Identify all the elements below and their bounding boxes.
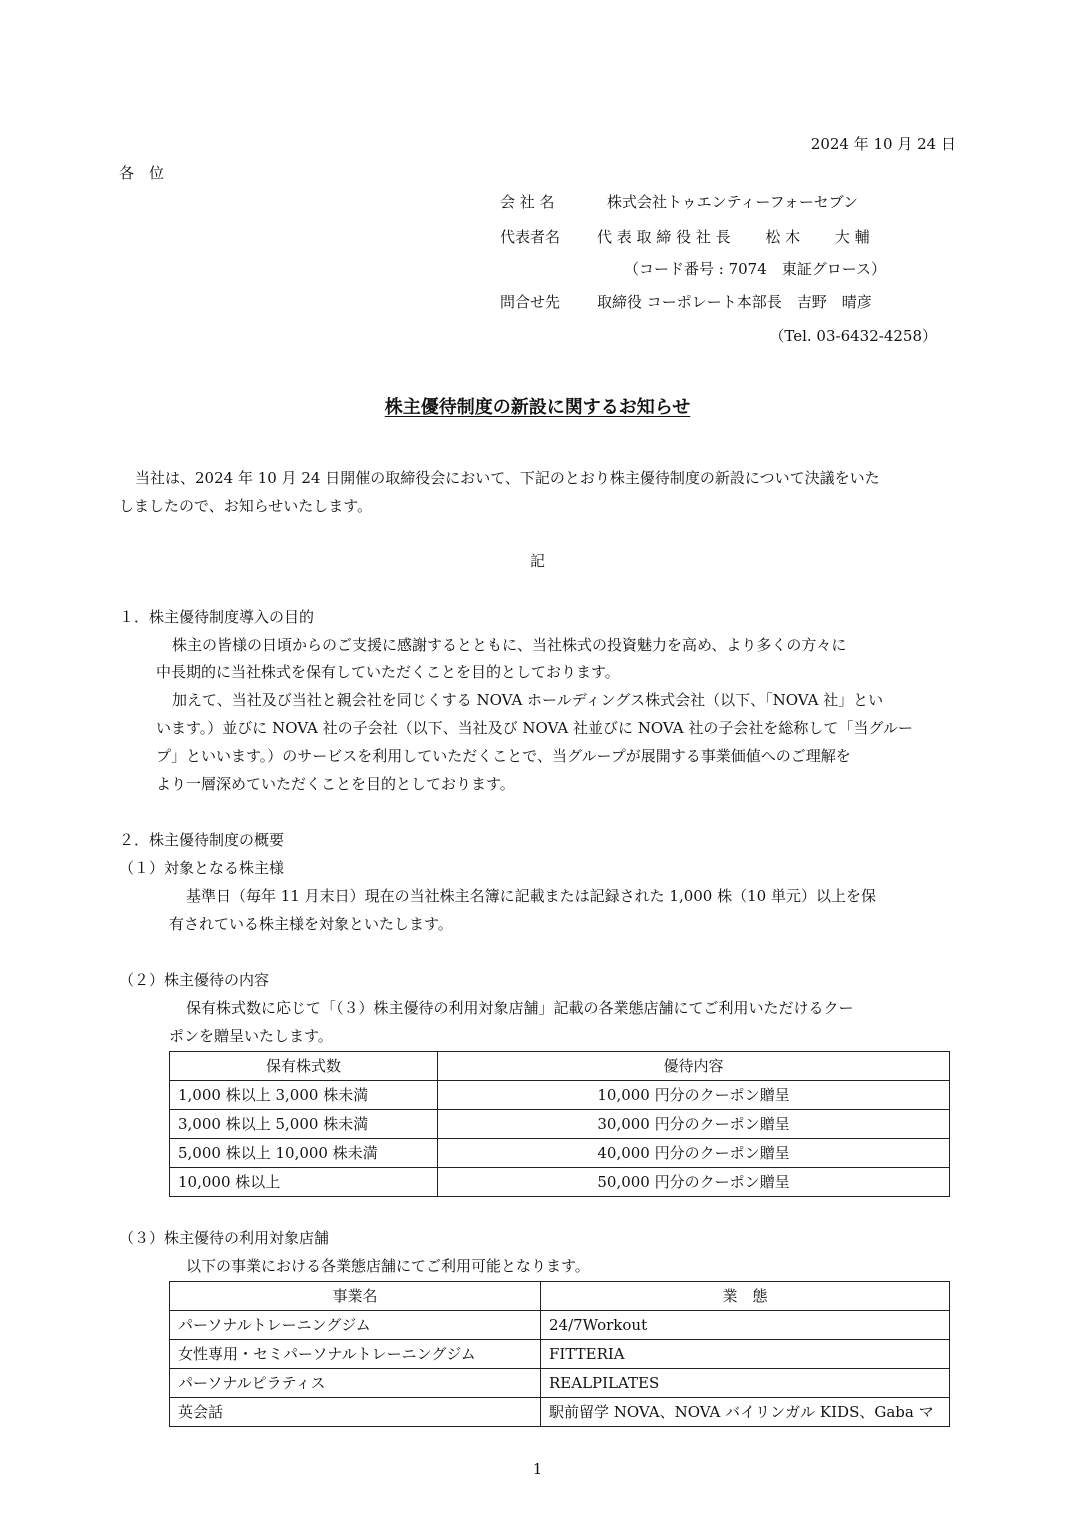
section-1-p2-line-4: より一層深めていただくことを目的としております。: [156, 775, 515, 793]
page-title: 株主優待制度の新設に関するお知らせ: [384, 397, 691, 418]
subsection-2-line-2: ポンを贈呈いたします。: [169, 1027, 333, 1045]
contact-row: [500, 293, 872, 311]
subsection-3-heading: （３）株主優待の利用対象店舗: [119, 1229, 330, 1247]
table-cell: 5,000 株以上 10,000 株未満: [170, 1139, 438, 1168]
table-cell: 50,000 円分のクーポン贈呈: [438, 1168, 950, 1197]
section-2-heading: ２．株主優待制度の概要: [119, 831, 285, 849]
section-1-p2-line-1: 加えて、当社及び当社と親会社を同じくする NOVA ホールディングス株式会社（以下、「NOVA 社」とい: [172, 691, 884, 709]
page-number: 1: [532, 1460, 543, 1478]
table-header-cell: 事業名: [170, 1282, 541, 1311]
table-cell: 駅前留学 NOVA、NOVA バイリンガル KIDS、Gaba マ: [541, 1398, 950, 1427]
table-cell: 10,000 株以上: [170, 1168, 438, 1197]
contact-value: 取締役 コーポレート本部長 吉野 晴彦: [597, 293, 872, 311]
table-cell: 24/7Workout: [541, 1311, 950, 1340]
subsection-2-heading: （２）株主優待の内容: [119, 971, 270, 989]
table-row: [170, 1168, 950, 1197]
company-name-value: 株式会社トゥエンティーフォーセブン: [607, 193, 859, 211]
document-date: 2024 年 10 月 24 日: [810, 135, 956, 153]
subsection-1-line-1: 基準日（毎年 11 月末日）現在の当社株主名簿に記載または記録された 1,000 株（10 単元）以上を保: [186, 887, 876, 905]
table-row: [170, 1081, 950, 1110]
addressee: 各 位: [119, 164, 165, 182]
subsection-1-heading: （１）対象となる株主様: [119, 859, 285, 877]
company-name-label: 会 社 名: [500, 193, 555, 211]
table-cell: パーソナルトレーニングジム: [170, 1311, 541, 1340]
table-cell: 40,000 円分のクーポン贈呈: [438, 1139, 950, 1168]
table-header-row: [170, 1052, 950, 1081]
table-header-cell: 業 態: [541, 1282, 950, 1311]
subsection-2-line-1: 保有株式数に応じて「（３）株主優待の利用対象店舗」記載の各業態店舗にてご利用いただけるクー: [186, 999, 854, 1017]
table-row: [170, 1139, 950, 1168]
section-1-p1-line-2: 中長期的に当社株式を保有していただくことを目的としております。: [156, 663, 620, 681]
table-cell: 10,000 円分のクーポン贈呈: [438, 1081, 950, 1110]
table-cell: 3,000 株以上 5,000 株未満: [170, 1110, 438, 1139]
telephone: （Tel. 03-6432-4258）: [769, 327, 937, 345]
section-1-heading: １．株主優待制度導入の目的: [119, 608, 315, 626]
company-name-row: [500, 193, 858, 211]
table-row: [170, 1340, 950, 1369]
benefit-table: [169, 1051, 950, 1197]
section-1-p2-line-3: プ」といいます。）のサービスを利用していただくことで、当グループが展開する事業価値へのご理解を: [156, 747, 851, 765]
table-header-cell: 保有株式数: [170, 1052, 438, 1081]
section-1-p2-line-2: います。）並びに NOVA 社の子会社（以下、当社及び NOVA 社並びに NOVA 社の子会社を総称して「当グルー: [156, 719, 913, 737]
table-row: [170, 1369, 950, 1398]
table-cell: REALPILATES: [541, 1369, 950, 1398]
representative-label: 代表者名: [500, 228, 561, 246]
section-1-p1-line-1: 株主の皆様の日頃からのご支援に感謝するとともに、当社株式の投資魅力を高め、より多くの方々に: [172, 636, 847, 654]
subsection-3-line: 以下の事業における各業態店舗にてご利用可能となります。: [186, 1257, 590, 1275]
table-header-cell: 優待内容: [438, 1052, 950, 1081]
table-cell: 1,000 株以上 3,000 株未満: [170, 1081, 438, 1110]
table-row: [170, 1110, 950, 1139]
representative-value: 代 表 取 締 役 社 長 松 木 大 輔: [597, 228, 870, 246]
ki-heading: 記: [529, 552, 545, 570]
subsection-1-line-2: 有されている株主様を対象といたします。: [169, 915, 453, 933]
intro-line-2: しましたので、お知らせいたします。: [119, 497, 373, 515]
table-row: [170, 1398, 950, 1427]
table-cell: 30,000 円分のクーポン贈呈: [438, 1110, 950, 1139]
table-row: [170, 1311, 950, 1340]
stores-table: [169, 1281, 950, 1427]
table-cell: 英会話: [170, 1398, 541, 1427]
stock-code: （コード番号 : 7074 東証グロース）: [624, 260, 887, 278]
intro-line-1: 当社は、2024 年 10 月 24 日開催の取締役会において、下記のとおり株主優待制度の新設について決議をいた: [135, 469, 880, 487]
table-cell: パーソナルピラティス: [170, 1369, 541, 1398]
table-header-row: [170, 1282, 950, 1311]
table-cell: 女性専用・セミパーソナルトレーニングジム: [170, 1340, 541, 1369]
contact-label: 問合せ先: [500, 293, 561, 311]
table-cell: FITTERIA: [541, 1340, 950, 1369]
representative-row: [500, 228, 870, 246]
